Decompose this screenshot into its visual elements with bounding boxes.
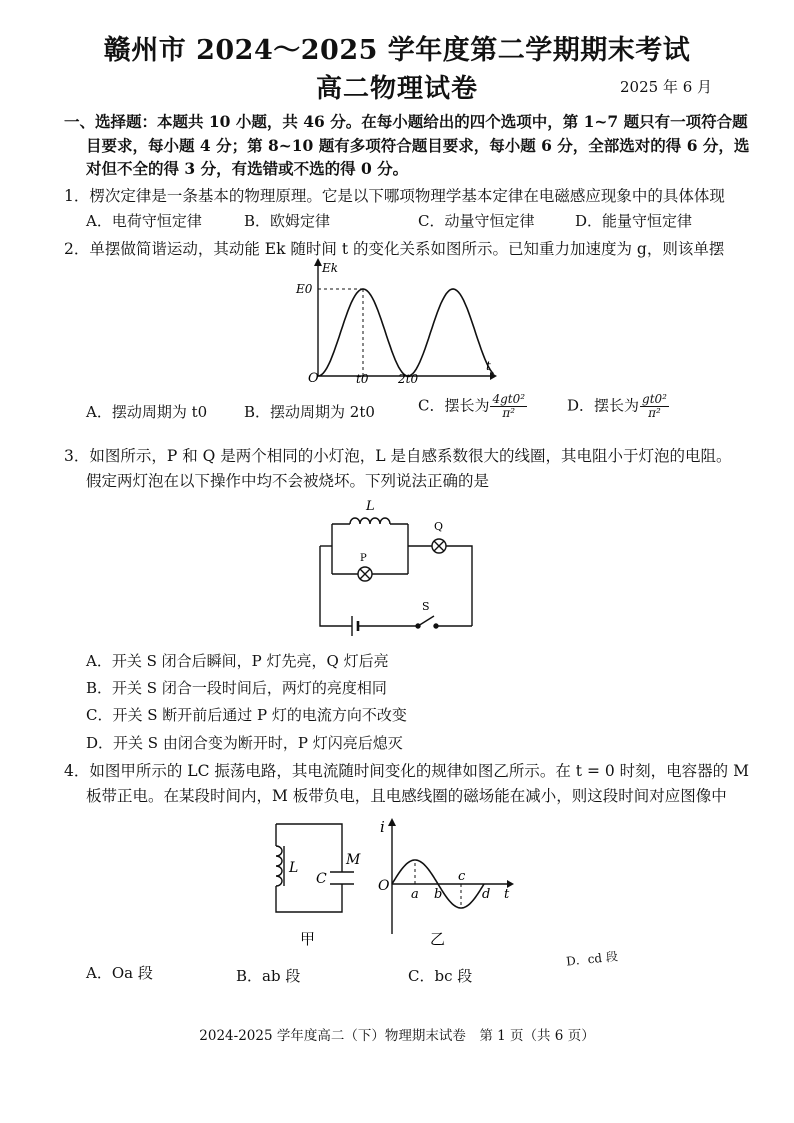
exam-title: 赣州市 2024～2025 学年度第二学期期末考试: [103, 35, 691, 66]
q4-current-time-graph: [372, 814, 522, 946]
q2-option-c-prefix: C．摆长为: [418, 396, 490, 415]
q2-energy-curve: [318, 289, 494, 376]
section-instructions-line-3: 对但不全的得 3 分，有选错或不选的得 0 分。: [86, 159, 409, 178]
q2-option-d-fraction: [640, 393, 669, 420]
q4-y-axis-arrow: [388, 818, 396, 826]
q4-point-b: b: [434, 887, 443, 902]
q4-point-d: d: [482, 887, 491, 902]
q3-wire-right: [446, 546, 472, 626]
q3-stem-line-1: 3．如图所示，P 和 Q 是两个相同的小灯泡，L 是自感系数很大的线圈，其电阻小于灯泡的电阻。: [64, 447, 732, 465]
q4-capacitor-label: C: [316, 871, 327, 887]
q4-point-a: a: [411, 887, 419, 902]
q1-stem: 1．楞次定律是一条基本的物理原理。它是以下哪项物理学基本定律在电磁感应现象中的具体体现: [64, 187, 725, 205]
q4-option-a: A．Oa 段: [86, 964, 153, 982]
q2-x-label: t: [486, 359, 491, 373]
q4-option-d: D．cd 段: [565, 949, 619, 969]
q2-y-axis-arrow: [314, 258, 322, 266]
q3-switch-s: [418, 616, 434, 626]
q3-option-d: D．开关 S 由闭合变为断开时，P 灯闪亮后熄灭: [86, 734, 403, 752]
q2-option-d-numerator: gt0²: [642, 392, 667, 406]
q2-option-c: [418, 393, 527, 420]
q2-x-tick-2t0: 2t0: [398, 372, 419, 386]
q2-option-d: [567, 393, 669, 420]
q1-option-a: A．电荷守恒定律: [86, 212, 202, 230]
q4-coil-label: L: [289, 860, 299, 876]
q3-lamp-q-label: Q: [434, 520, 444, 533]
page-footer: 2024-2025 学年度高二（下）物理期末试卷 第 1 页（共 6 页）: [199, 1028, 595, 1044]
q3-option-b: B．开关 S 闭合一段时间后，两灯的亮度相同: [86, 679, 387, 697]
q2-option-c-fraction: [490, 393, 527, 420]
q4-option-b: B．ab 段: [236, 967, 301, 985]
q1-option-d: D．能量守恒定律: [575, 212, 693, 230]
q4-y-label: i: [380, 818, 385, 836]
q4-origin-label: O: [378, 878, 390, 894]
q1-option-c: C．动量守恒定律: [418, 212, 535, 230]
q2-option-d-prefix: D．摆长为: [567, 396, 640, 415]
q3-lamp-p-label: P: [360, 553, 367, 564]
section-instructions-line-2: 目要求，每小题 4 分；第 8~10 题有多项符合题目要求，每小题 6 分，全部选对的得 6 分，选: [86, 136, 750, 155]
q3-switch-label: S: [422, 600, 430, 613]
q3-circuit-diagram: [312, 494, 482, 642]
q4-x-label: t: [504, 887, 510, 902]
q3-option-a: A．开关 S 闭合后瞬间，P 灯先亮，Q 灯后亮: [86, 652, 389, 670]
exam-date: 2025 年 6 月: [620, 78, 713, 96]
q4-stem-line-2: 板带正电。在某段时间内，M 板带负电，且电感线圈的磁场能在减小，则这段时间对应图像中: [86, 787, 727, 805]
q3-stem-line-2: 假定两灯泡在以下操作中均不会被烧坏。下列说法正确的是: [86, 472, 490, 490]
q1-option-b: B．欧姆定律: [244, 212, 331, 230]
q4-wire-top: [276, 824, 342, 872]
q4-option-c: C．bc 段: [408, 967, 473, 985]
q2-option-c-numerator: 4gt0²: [492, 392, 526, 406]
q2-energy-time-graph: [290, 256, 500, 386]
q4-wire-bottom: [276, 884, 342, 912]
q2-origin-label: O: [308, 371, 319, 386]
section-instructions-line-1: 一、选择题：本题共 10 小题，共 46 分。在每小题给出的四个选项中，第 1~7 题只有一项符合题: [64, 112, 748, 131]
q3-lamp-p-cross: [360, 569, 370, 579]
q4-stem-line-1: 4．如图甲所示的 LC 振荡电路，其电流随时间变化的规律如图乙所示。在 t = 0 时刻，电容器的 M: [64, 762, 749, 780]
q2-y-tick-e0: E0: [296, 282, 313, 296]
q2-stem: 2．单摆做简谐运动，其动能 Ek 随时间 t 的变化关系如图所示。已知重力加速度为 g，则该单摆: [64, 240, 725, 258]
q4-lc-circuit-diagram: [262, 816, 372, 946]
q4-coil-l: [276, 846, 282, 886]
exam-subtitle: 高二物理试卷: [315, 74, 478, 104]
q3-coil-l: [350, 518, 390, 524]
q4-figure-yi-caption: 乙: [430, 930, 446, 946]
q3-lamp-q-cross: [434, 541, 444, 551]
q2-option-b: B．摆动周期为 2t0: [244, 403, 375, 421]
q4-figure-jia-caption: 甲: [300, 930, 316, 946]
q2-x-tick-t0: t0: [356, 372, 369, 386]
q3-wire-left-bottom: [320, 546, 352, 626]
q2-y-label: Ek: [322, 261, 339, 275]
q2-option-d-denominator: π²: [648, 406, 661, 420]
q3-coil-label: L: [366, 499, 375, 514]
q2-option-a: A．摆动周期为 t0: [86, 403, 208, 421]
q3-option-c: C．开关 S 断开前后通过 P 灯的电流方向不改变: [86, 706, 407, 724]
q2-option-c-denominator: π²: [502, 406, 516, 420]
q4-plate-m-label: M: [346, 852, 361, 868]
q4-point-c: c: [458, 869, 466, 884]
